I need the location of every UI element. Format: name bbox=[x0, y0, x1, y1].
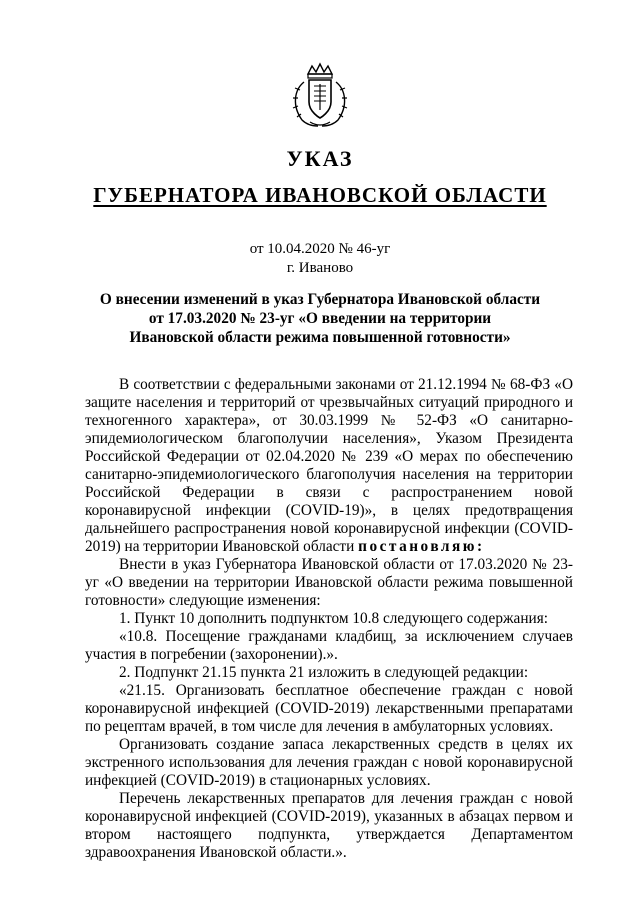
paragraph: 2. Подпункт 21.15 пункта 21 изложить в следующей редакции: bbox=[119, 664, 529, 681]
heading-line: от 17.03.2020 № 23-уг «О введении на территории bbox=[148, 310, 492, 327]
decree-word: постановляю bbox=[358, 538, 477, 555]
coat-of-arms-emblem bbox=[288, 60, 352, 130]
document-body bbox=[85, 376, 573, 862]
paragraph: Внести в указ Губернатора Ивановской области от 17.03.2020 № 23-уг «О введении на территории Ивановской области режима повышенной готовности» следующие изменения: bbox=[85, 556, 573, 609]
document-issuer: ГУБЕРНАТОРА ИВАНОВСКОЙ ОБЛАСТИ bbox=[93, 183, 547, 207]
paragraph bbox=[85, 376, 573, 556]
paragraph: Перечень лекарственных препаратов для лечения граждан с новой коронавирусной инфекцией (COVID-2019), указанных в абзацах первом и втором настоящего подпункта, утверждается Департаментом здравоохранения Ивановской области.». bbox=[85, 790, 573, 861]
document-title: УКАЗ bbox=[286, 146, 354, 171]
date-number: от 10.04.2020 № 46-уг bbox=[249, 241, 391, 257]
paragraph: Организовать создание запаса лекарственных средств в целях их экстренного использования для лечения граждан с новой коронавирусной инфекцией (COVID-2019) в стационарных условиях. bbox=[85, 736, 573, 789]
paragraph: «21.15. Организовать бесплатное обеспечение граждан с новой коронавирусной инфекцией (COVID-2019) лекарственными препаратами по рецептам врачей, в том числе для лечения в амбулаторных условиях. bbox=[85, 682, 573, 735]
paragraph: 1. Пункт 10 дополнить подпунктом 10.8 следующего содержания: bbox=[119, 610, 548, 627]
heading-line: О внесении изменений в указ Губернатора Ивановской области bbox=[99, 291, 541, 308]
paragraph-text: В соответствии с федеральными законами от 21.12.1994 № 68-ФЗ «О защите населения и территорий от чрезвычайных ситуаций природного и техногенного характера», от 30.03.1999 № 52-ФЗ «О санитарно-эпидемиологическом благополучии населения», Указом Президента Российской Федерации от 02.04.2020 № 239 «О мерах по обеспечению санитарно-эпидемиологического благополучия населения на территории Российской Федерации в связи с распространением новой коронавирусной инфекции (COVID-19)», в целях предотвращения дальнейшего распространения новой коронавирусной инфекции (COVID-2019) на территории Ивановской области bbox=[85, 376, 573, 555]
document-heading bbox=[60, 290, 580, 347]
paragraph: «10.8. Посещение гражданами кладбищ, за исключением случаев участия в погребении (захоронении).». bbox=[85, 628, 573, 663]
decree-colon: : bbox=[476, 538, 483, 555]
city: г. Иваново bbox=[286, 260, 354, 276]
heading-line: Ивановской области режима повышенной готовности» bbox=[129, 329, 511, 346]
